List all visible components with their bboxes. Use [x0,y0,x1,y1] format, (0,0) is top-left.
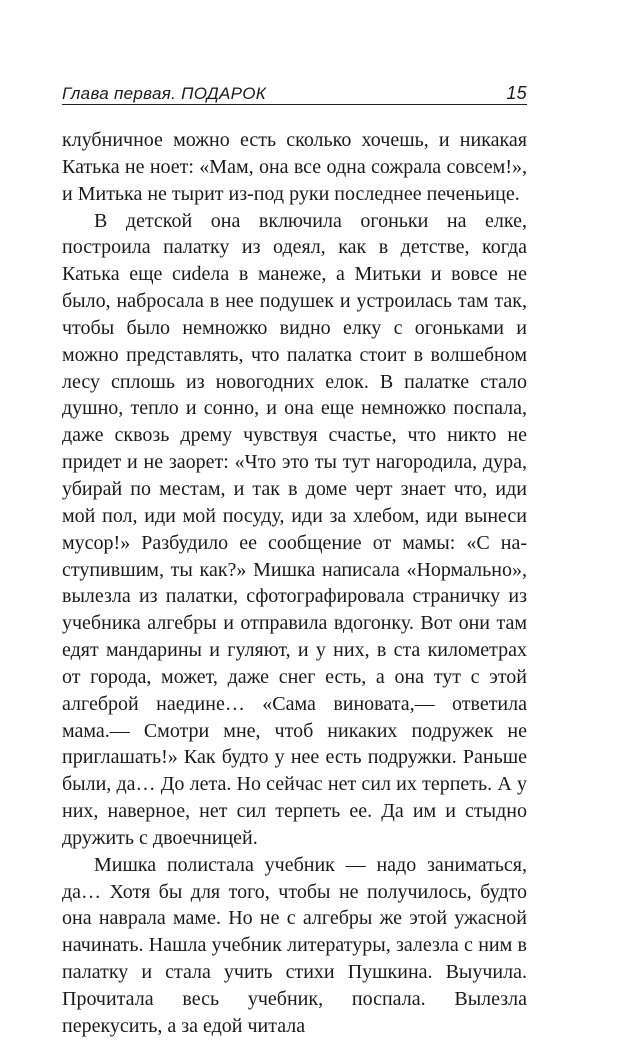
paragraph-2: В детской она включила огоньки на елке, построила палатку из одеял, как в детстве, когда Катька еще сиdела в манеже, а Митьки и вовсе не было, набросала в нее подушек и устроилась там так, чтобы было немножко видно елку с огоньками и можно представлять, что палатка стоит в волшебном лесу сплошь из новогодних елок. В палатке стало душно, тепло и сонно, и она еще немножко поспала, даже сквозь дрему чувствуя счастье, что никто не придет и не заорет: «Что это ты тут нагородила, дура, убирай по местам, и так в доме черт знает что, иди мой пол, иди мой посуду, иди за хлебом, иди вынеси мусор!» Разбудило ее сообщение от мамы: «С наступившим, ты как?» Мишка написала «Нормально», вылезла из палатки, сфотографировала страничку из учебника алгебры и отправила вдогонку. Вот они там едят мандарины и гуляют, и у них, в ста километрах от города, может, даже снег есть, а она тут с этой алгеброй наедине… «Сама виновата,— ответила мама.— Смотри мне, чтоб никаких подружек не приглашать!» Как будто у нее есть подружки. Раньше были, да… До лета. Но сейчас нет сил их терпеть. А у них, наверное, нет сил терпеть ее. Да им и стыдно дружить с двоечницей. [62,209,527,849]
paragraph-3: Мишка полистала учебник — надо заниматься, да… Хотя бы для того, чтобы не получилось, будто она наврала маме. Но не с алгебры же этой ужасной начинать. Нашла учебник литературы, залезла с ним в палатку и стала учить стихи Пушкина. Выучила. Прочитала весь учебник, поспала. Вылезла перекусить, а за едой читала [62,853,527,1037]
page-number: 15 [506,83,527,103]
running-header [62,74,527,104]
chapter-title: Глава первая. ПОДАРОК [62,84,267,103]
paragraph-1: клубничное можно есть сколько хочешь, и никакая Катька не ноет: «Мам, она все одна сожрала совсем!», и Митька не тырит из-под руки последнее печеньице. [62,129,527,205]
header-rule [62,104,527,105]
body-text [62,127,527,1040]
